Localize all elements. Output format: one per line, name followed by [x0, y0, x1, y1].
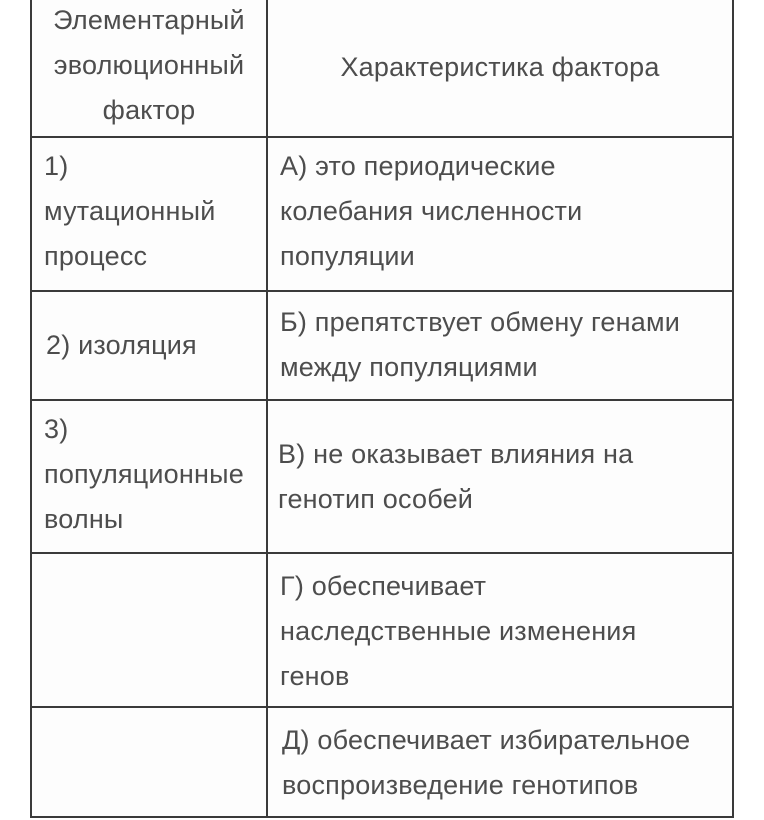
factor-cell-1: 1) мутационный процесс [32, 138, 268, 290]
header-characteristic-label: Характеристика фактора [340, 51, 660, 82]
table-row [32, 708, 732, 816]
factor-cell-2-text: 2) изоляция [46, 330, 197, 360]
characteristic-cell-v [268, 401, 732, 552]
factor-cell-3: 3) популяционные волны [32, 401, 268, 552]
factor-cell-empty-5 [32, 708, 268, 816]
factor-cell-2 [32, 292, 268, 399]
table-row [32, 138, 732, 292]
characteristic-cell-b: Б) препятствует обмену генами между популяциями [280, 307, 680, 382]
table-row [32, 401, 732, 554]
characteristic-cell-d: Д) обеспечивает избирательное воспроизведение генотипов [282, 725, 691, 800]
factor-table [30, 0, 734, 818]
factor-cell-empty-4 [32, 554, 268, 706]
header-factor-cell: Элементарный эволюционный фактор [32, 0, 268, 136]
table-header-row [32, 0, 732, 138]
characteristic-cell-v-text: В) не оказывает влияния на генотип особей [278, 438, 634, 514]
table-row [32, 554, 732, 708]
table-row [32, 292, 732, 401]
header-characteristic-cell [268, 0, 732, 136]
characteristic-cell-g: Г) обеспечивает наследственные изменения генов [280, 571, 637, 691]
characteristic-cell-a: А) это периодические колебания численности популяции [280, 151, 583, 271]
